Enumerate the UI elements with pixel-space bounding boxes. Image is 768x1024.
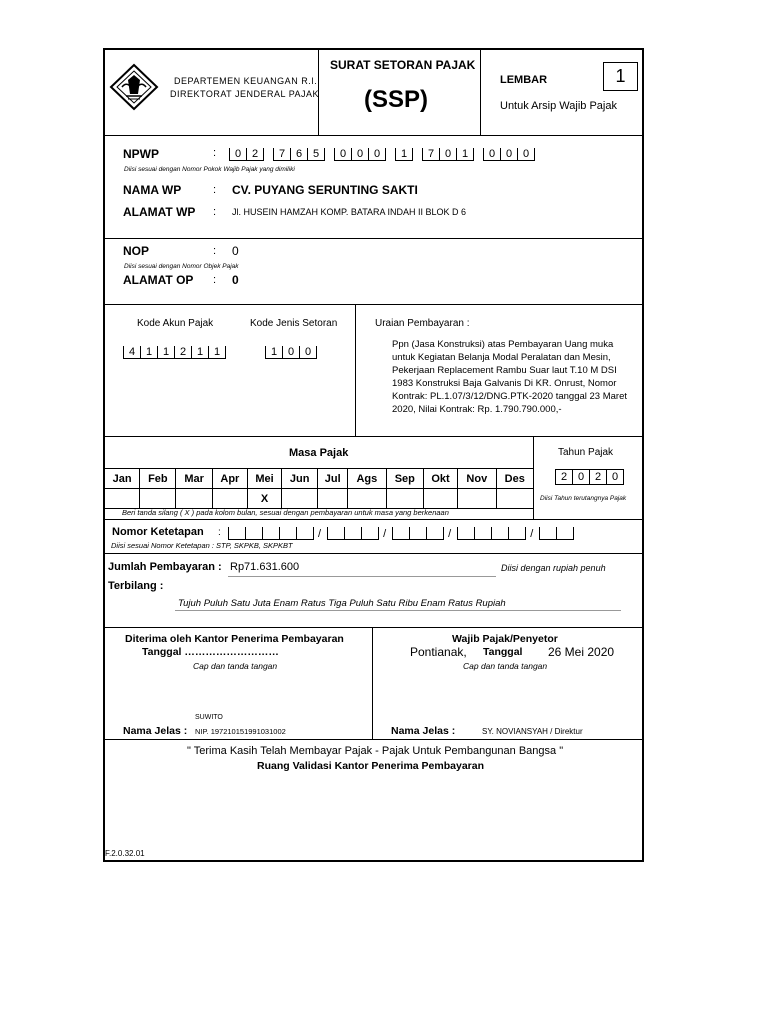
receiver-name-label: Nama Jelas : xyxy=(123,725,188,737)
section-line-5 xyxy=(103,519,644,520)
nop-colon: : xyxy=(213,245,217,257)
tahun-pajak-label: Tahun Pajak xyxy=(558,447,614,458)
name-label: NAMA WP xyxy=(123,183,182,197)
ketetapan-slash: / xyxy=(530,528,534,540)
kode-jenis-digit: 0 xyxy=(299,346,317,359)
npwp-digit-cells xyxy=(229,147,544,161)
month-mark-cell: X xyxy=(247,489,281,509)
month-cell-okt: Okt xyxy=(423,469,457,489)
month-cell-jul: Jul xyxy=(318,469,348,489)
lembar-description: Untuk Arsip Wajib Pajak xyxy=(500,100,617,112)
month-cell-ags: Ags xyxy=(348,469,386,489)
ketetapan-cell xyxy=(474,527,491,540)
kode-akun-digit: 1 xyxy=(208,346,226,359)
ketetapan-cell xyxy=(296,527,314,540)
receiver-stamp-note: Cap dan tanda tangan xyxy=(193,661,278,671)
ketetapan-slash: / xyxy=(318,528,322,540)
ketetapan-slash: / xyxy=(383,528,387,540)
frame-top xyxy=(103,48,644,50)
uraian-line: Pekerjaan Replacement Rambu Suar laut T.10 M DSI xyxy=(392,365,617,377)
npwp-digit: 0 xyxy=(439,148,456,161)
npwp-note: Diisi sesuai dengan Nomor Pokok Wajib Pajak yang dimiliki xyxy=(124,166,295,173)
masa-pajak-title: Masa Pajak xyxy=(289,447,349,459)
uraian-line: Kontrak: PL.1.07/3/12/DNG.PTK-2020 tanggal 23 Maret xyxy=(392,391,627,403)
npwp-group xyxy=(395,148,413,161)
tahun-digit: 2 xyxy=(589,469,606,485)
section-line-3 xyxy=(103,304,644,305)
masa-pajak-table xyxy=(104,468,534,509)
ketetapan-cell xyxy=(361,527,379,540)
npwp-colon: : xyxy=(213,147,217,159)
ketetapan-colon: : xyxy=(218,527,221,538)
uraian-line: Ppn (Jasa Konstruksi) atas Pembayaran Uang muka xyxy=(392,339,614,350)
ketetapan-group xyxy=(539,527,574,540)
frame-bottom xyxy=(103,860,644,862)
taxpayer-address: Jl. HUSEIN HAMZAH KOMP. BATARA INDAH II BLOK D 6 xyxy=(232,207,467,217)
npwp-digit: 7 xyxy=(422,148,439,161)
npwp-digit: 1 xyxy=(395,148,413,161)
month-mark-cell xyxy=(458,489,496,509)
npwp-digit: 2 xyxy=(246,148,264,161)
terbilang-underline xyxy=(175,610,621,611)
kode-akun-label: Kode Akun Pajak xyxy=(137,318,214,329)
tahun-pajak-cells xyxy=(555,469,624,485)
section-line-4 xyxy=(103,436,644,437)
ketetapan-cell xyxy=(426,527,444,540)
uraian-label: Uraian Pembayaran : xyxy=(375,318,470,329)
npwp-group xyxy=(229,148,264,161)
ministry-logo-icon xyxy=(108,62,160,112)
payer-stamp-note: Cap dan tanda tangan xyxy=(463,661,548,671)
ketetapan-cell xyxy=(279,527,296,540)
tahun-digit: 0 xyxy=(606,469,624,485)
uraian-line: untuk Kegiatan Belanja Modal Peralatan dan Mesin, xyxy=(392,352,611,364)
header-divider-2 xyxy=(480,48,481,136)
kode-akun-digit: 1 xyxy=(157,346,174,359)
npwp-group xyxy=(483,148,535,161)
month-mark-cell xyxy=(212,489,247,509)
npwp-group xyxy=(334,148,386,161)
npwp-digit: 0 xyxy=(368,148,386,161)
month-mark-cell xyxy=(348,489,386,509)
section-line-1 xyxy=(103,135,644,136)
ketetapan-cell xyxy=(457,527,474,540)
ketetapan-cell xyxy=(409,527,426,540)
uraian-line: 2020, Nilai Kontrak: Rp. 1.790.790.000,- xyxy=(392,404,562,416)
month-mark-cell xyxy=(176,489,212,509)
form-title: SURAT SETORAN PAJAK xyxy=(330,58,476,72)
receiver-title: Diterima oleh Kantor Penerima Pembayaran xyxy=(125,633,344,645)
month-cell-feb: Feb xyxy=(140,469,176,489)
ketetapan-cell xyxy=(539,527,556,540)
lembar-number: 1 xyxy=(615,66,626,86)
thanks-message: " Terima Kasih Telah Membayar Pajak - Pajak Untuk Pembangunan Bangsa " xyxy=(187,745,564,757)
uraian-text xyxy=(392,338,627,417)
month-mark-cell xyxy=(282,489,318,509)
ketetapan-cell xyxy=(228,527,245,540)
section-line-8 xyxy=(103,739,644,740)
month-cell-sep: Sep xyxy=(386,469,423,489)
jumlah-underline xyxy=(228,576,496,577)
month-cell-apr: Apr xyxy=(212,469,247,489)
lembar-number-box xyxy=(603,62,638,91)
nop-label: NOP xyxy=(123,244,150,258)
kode-akun-digit: 1 xyxy=(140,346,157,359)
month-cell-jan: Jan xyxy=(105,469,140,489)
form-code: (SSP) xyxy=(364,86,429,113)
month-mark-cell xyxy=(105,489,140,509)
ketetapan-cell xyxy=(491,527,508,540)
npwp-digit: 0 xyxy=(229,148,246,161)
month-cell-nov: Nov xyxy=(458,469,496,489)
tahun-pajak-note: Diisi Tahun terutangnya Pajak xyxy=(540,495,627,502)
nop-value: 0 xyxy=(232,244,239,258)
month-mark-cell xyxy=(386,489,423,509)
npwp-digit: 7 xyxy=(273,148,290,161)
form-number: F.2.0.32.01 xyxy=(105,849,145,858)
payer-date: 26 Mei 2020 xyxy=(548,645,615,659)
npwp-digit: 0 xyxy=(517,148,535,161)
kode-jenis-digit: 1 xyxy=(265,346,282,359)
kode-jenis-digit: 0 xyxy=(282,346,299,359)
tahun-digit: 0 xyxy=(572,469,589,485)
month-cell-jun: Jun xyxy=(282,469,318,489)
ketetapan-slash: / xyxy=(448,528,452,540)
ketetapan-cell xyxy=(262,527,279,540)
jumlah-note: Diisi dengan rupiah penuh xyxy=(501,563,606,573)
jumlah-label: Jumlah Pembayaran : xyxy=(108,561,222,573)
npwp-digit: 5 xyxy=(307,148,325,161)
npwp-digit: 0 xyxy=(334,148,351,161)
ketetapan-cells xyxy=(228,526,578,540)
directorate-name: DIREKTORAT JENDERAL PAJAK xyxy=(170,89,320,99)
npwp-digit: 0 xyxy=(483,148,500,161)
receiver-signer: SUWITO xyxy=(195,714,223,721)
jumlah-value: Rp71.631.600 xyxy=(230,561,300,573)
lembar-label: LEMBAR xyxy=(500,74,548,86)
address-label: ALAMAT WP xyxy=(123,205,196,219)
kode-jenis-cells xyxy=(265,345,317,359)
ketetapan-cell xyxy=(556,527,574,540)
masa-pajak-note: Beri tanda silang ( X ) pada kolom bulan, sesuai dengan pembayaran untuk masa yang berkenaan xyxy=(122,508,449,517)
payer-city: Pontianak, xyxy=(410,645,467,659)
address-colon: : xyxy=(213,206,217,218)
ketetapan-group xyxy=(392,527,444,540)
ketetapan-group xyxy=(327,527,379,540)
ketetapan-cell xyxy=(245,527,262,540)
ketetapan-cell xyxy=(344,527,361,540)
validation-title: Ruang Validasi Kantor Penerima Pembayaran xyxy=(257,760,485,772)
kode-jenis-label: Kode Jenis Setoran xyxy=(250,318,338,329)
ketetapan-group xyxy=(457,527,526,540)
terbilang-value: Tujuh Puluh Satu Juta Enam Ratus Tiga Puluh Satu Ribu Enam Ratus Rupiah xyxy=(178,598,506,609)
kode-akun-digit: 2 xyxy=(174,346,191,359)
alamat-op-colon: : xyxy=(213,274,217,286)
kode-akun-digit: 4 xyxy=(123,346,140,359)
ketetapan-cell xyxy=(508,527,526,540)
taxpayer-name: CV. PUYANG SERUNTING SAKTI xyxy=(232,183,418,197)
kode-akun-cells xyxy=(123,345,226,359)
month-mark-cell xyxy=(496,489,533,509)
payer-title: Wajib Pajak/Penyetor xyxy=(452,633,558,645)
month-mark-cell xyxy=(423,489,457,509)
uraian-line: 1983 Konstruksi Baja Galvanis Di KR. Onrust, Nomor xyxy=(392,378,617,390)
ketetapan-label: Nomor Ketetapan xyxy=(112,526,204,538)
signature-divider xyxy=(372,627,373,740)
codes-divider xyxy=(355,304,356,436)
nop-note: Diisi sesuai dengan Nomor Objek Pajak xyxy=(124,263,239,270)
month-cell-mei: Mei xyxy=(247,469,281,489)
section-line-6 xyxy=(103,553,644,554)
alamat-op-value: 0 xyxy=(232,273,239,287)
npwp-digit: 6 xyxy=(290,148,307,161)
name-colon: : xyxy=(213,184,217,196)
tahun-digit: 2 xyxy=(555,469,572,485)
payer-name: SY. NOVIANSYAH / Direktur xyxy=(482,727,583,736)
ketetapan-cell xyxy=(392,527,409,540)
month-cell-des: Des xyxy=(496,469,533,489)
alamat-op-label: ALAMAT OP xyxy=(123,273,194,287)
npwp-digit: 0 xyxy=(351,148,368,161)
month-mark-cell xyxy=(318,489,348,509)
npwp-group xyxy=(273,148,325,161)
npwp-group xyxy=(422,148,474,161)
receiver-nip: NIP. 197210151991031002 xyxy=(195,727,286,736)
terbilang-label: Terbilang : xyxy=(108,580,164,592)
ketetapan-cell xyxy=(327,527,344,540)
payer-name-label: Nama Jelas : xyxy=(391,725,456,737)
npwp-digit: 0 xyxy=(500,148,517,161)
npwp-label: NPWP xyxy=(123,147,159,161)
department-name: DEPARTEMEN KEUANGAN R.I. xyxy=(174,76,318,86)
ketetapan-group xyxy=(228,527,314,540)
month-cell-mar: Mar xyxy=(176,469,212,489)
payer-date-label: Tanggal xyxy=(483,646,523,658)
ketetapan-note: Diisi sesuai Nomor Ketetapan : STP, SKPKB, SKPKBT xyxy=(111,541,293,550)
receiver-date: Tanggal ……………………… xyxy=(142,646,279,658)
section-line-7 xyxy=(103,627,644,628)
section-line-2 xyxy=(103,238,644,239)
npwp-digit: 1 xyxy=(456,148,474,161)
month-mark-cell xyxy=(140,489,176,509)
kode-akun-digit: 1 xyxy=(191,346,208,359)
